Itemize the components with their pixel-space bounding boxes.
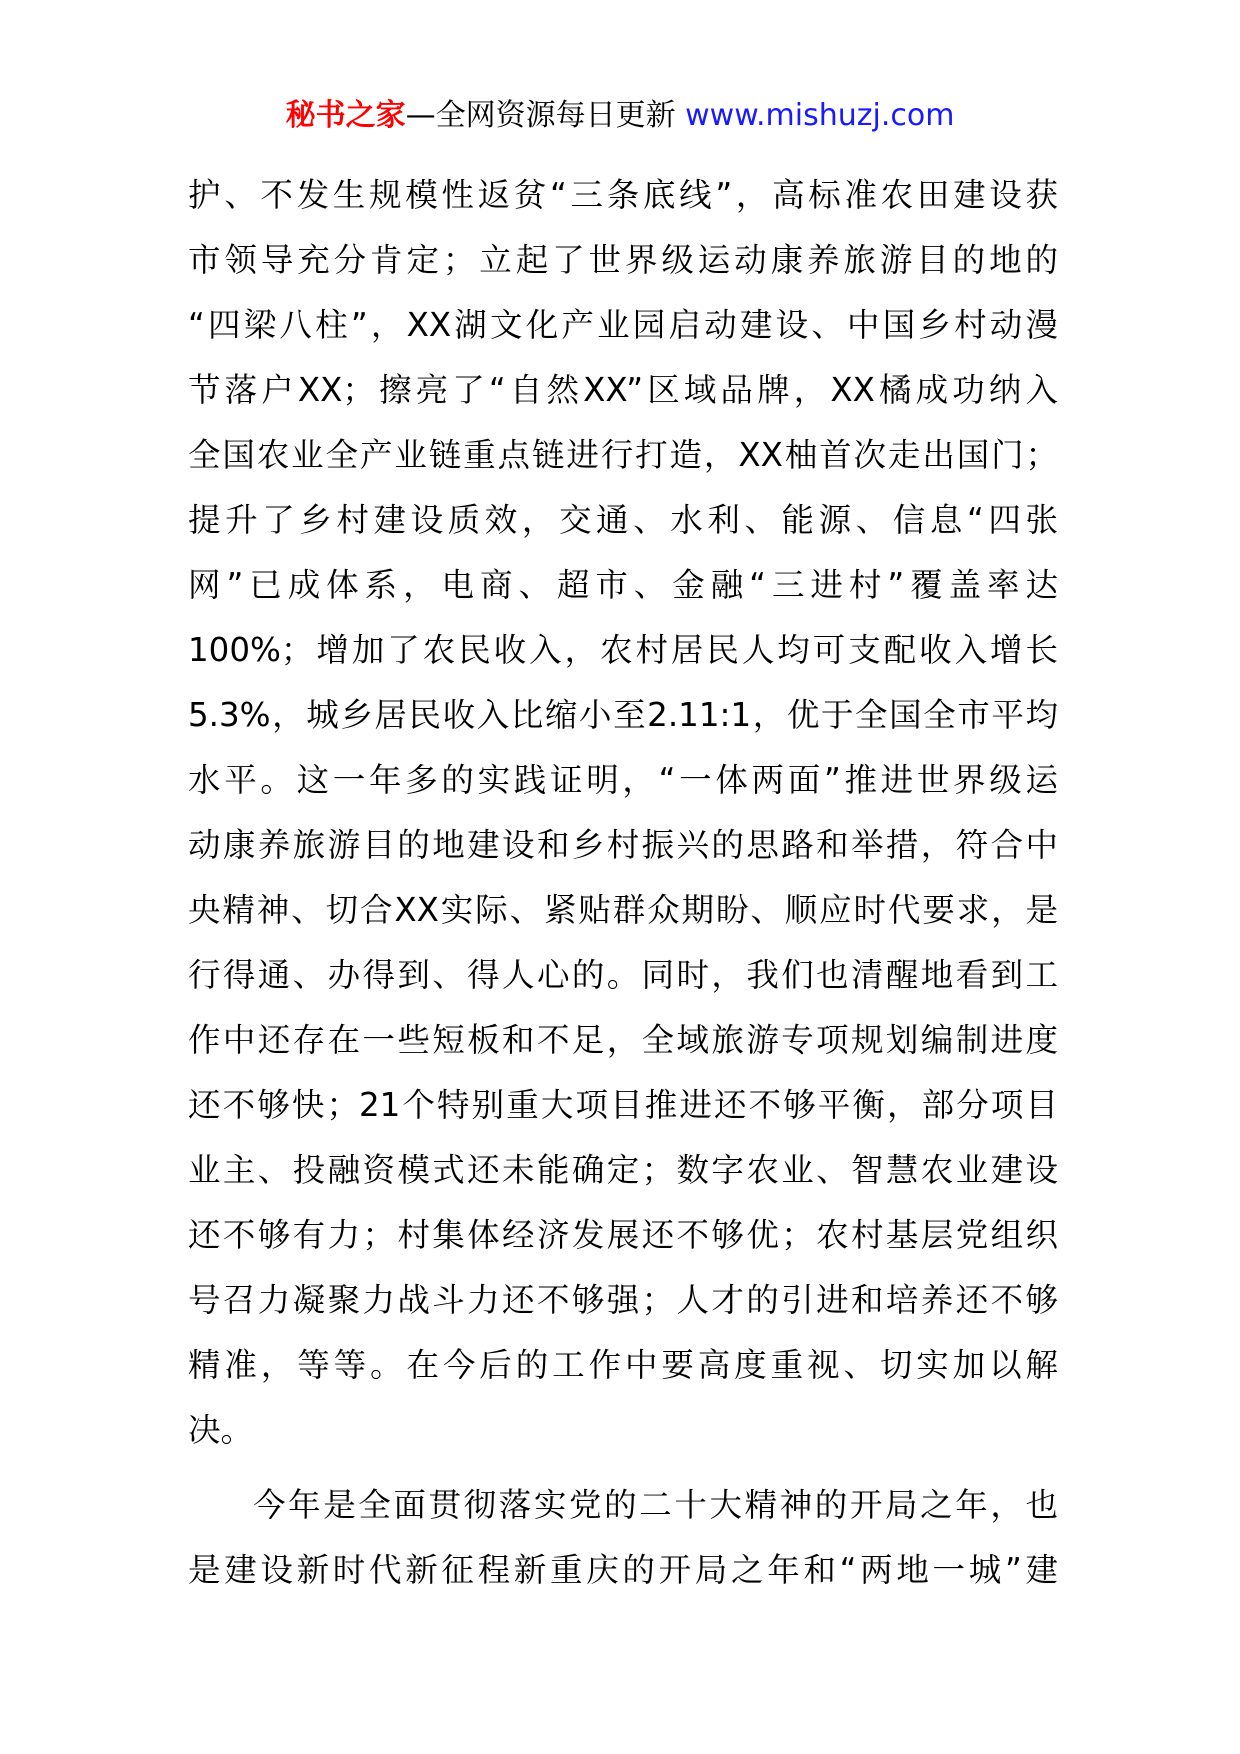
site-brand: 秘书之家 <box>285 98 406 133</box>
text-line: 今年是全面贯彻落实党的二十大精神的开局之年，也 <box>253 1486 1058 1524</box>
text-line: 作中还存在一些短板和不足，全域旅游专项规划编制进度 <box>188 1021 1058 1059</box>
text-line: 护、不发生规模性返贫“三条底线”，高标准农田建设获 <box>188 176 1058 214</box>
text-line: 决。 <box>188 1411 254 1449</box>
text-line: 业主、投融资模式还未能确定；数字农业、智慧农业建设 <box>188 1151 1058 1189</box>
text-line: 是建设新时代新征程新重庆的开局之年和“两地一城”建 <box>188 1551 1058 1589</box>
document-body <box>188 163 1058 1603</box>
text-line: 全国农业全产业链重点链进行打造，XX柚首次走出国门； <box>188 436 1058 474</box>
text-line: 市领导充分肯定；立起了世界级运动康养旅游目的地的 <box>188 241 1058 279</box>
text-line: 5.3%，城乡居民收入比缩小至2.11:1，优于全国全市平均 <box>188 696 1058 734</box>
text-line: 网”已成体系，电商、超市、金融“三进村”覆盖率达 <box>188 566 1058 604</box>
page-header <box>0 96 1240 136</box>
text-line: 还不够有力；村集体经济发展还不够优；农村基层党组织 <box>188 1216 1058 1254</box>
site-url-link[interactable]: www.mishuzj.com <box>685 98 955 133</box>
text-line: 水平。这一年多的实践证明，“一体两面”推进世界级运 <box>188 761 1058 799</box>
text-line: 央精神、切合XX实际、紧贴群众期盼、顺应时代要求，是 <box>188 891 1058 929</box>
text-line: 精准，等等。在今后的工作中要高度重视、切实加以解 <box>188 1346 1058 1384</box>
text-line: 行得通、办得到、得人心的。同时，我们也清醒地看到工 <box>188 956 1058 994</box>
text-line: “四梁八柱”，XX湖文化产业园启动建设、中国乡村动漫 <box>188 306 1058 344</box>
text-line: 提升了乡村建设质效，交通、水利、能源、信息“四张 <box>188 501 1058 539</box>
paragraph-gap <box>188 1463 1058 1473</box>
site-tagline: —全网资源每日更新 <box>405 98 676 133</box>
text-line: 100%；增加了农民收入，农村居民人均可支配收入增长 <box>188 631 1058 669</box>
text-line: 还不够快；21个特别重大项目推进还不够平衡，部分项目 <box>188 1086 1058 1124</box>
text-line: 节落户XX；擦亮了“自然XX”区域品牌，XX橘成功纳入 <box>188 371 1058 409</box>
text-line: 号召力凝聚力战斗力还不够强；人才的引进和培养还不够 <box>188 1281 1058 1319</box>
paragraph-2 <box>188 1473 1058 1603</box>
text-line: 动康养旅游目的地建设和乡村振兴的思路和举措，符合中 <box>188 826 1058 864</box>
paragraph-1 <box>188 163 1058 1463</box>
